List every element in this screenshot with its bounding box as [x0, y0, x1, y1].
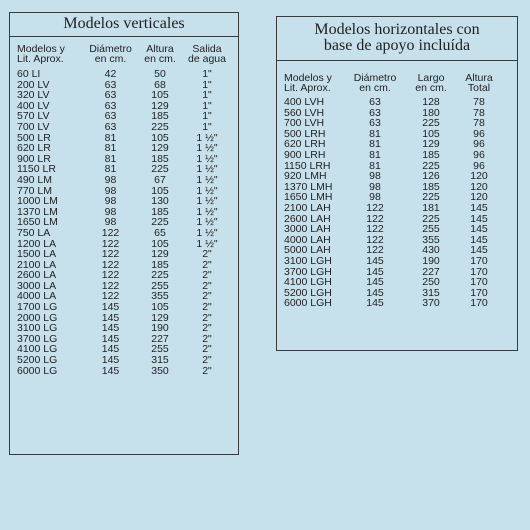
- cell-diameter: 98: [369, 180, 381, 193]
- vertical-table-body: [10, 69, 238, 376]
- cell-diameter: 145: [101, 311, 120, 324]
- cell-length: 225: [422, 191, 440, 204]
- cell-model: 3100 LG: [17, 322, 58, 335]
- cell-height: 185: [151, 110, 169, 123]
- cell-total-height: 170: [470, 286, 488, 299]
- cell-diameter: 122: [101, 269, 120, 282]
- cell-length: 128: [422, 96, 440, 108]
- cell-total-height: 170: [470, 265, 488, 278]
- table-row: [17, 69, 238, 80]
- cell-model: 400 LV: [17, 99, 50, 112]
- cell-length: 250: [422, 276, 440, 289]
- cell-model: 1650 LM: [17, 216, 58, 229]
- horizontal-table-title: [277, 17, 517, 61]
- cell-diameter: 98: [104, 216, 117, 229]
- cell-height: 105: [151, 237, 169, 250]
- cell-water-outlet: 2": [202, 311, 212, 324]
- cell-diameter: 42: [104, 68, 117, 80]
- cell-height: 130: [151, 195, 169, 208]
- cell-model: 570 LV: [17, 110, 50, 123]
- cell-total-height: 145: [470, 212, 488, 225]
- cell-height: 315: [151, 354, 169, 367]
- cell-diameter: 63: [369, 106, 381, 119]
- cell-model: 500 LR: [17, 131, 51, 144]
- cell-diameter: 63: [104, 89, 117, 102]
- cell-height: 225: [151, 120, 169, 133]
- header-diameter: Diámetro en cm.: [353, 72, 397, 94]
- cell-water-outlet: 1 ½": [196, 216, 218, 229]
- cell-water-outlet: 1 ½": [196, 195, 218, 208]
- cell-model: 560 LVH: [284, 106, 325, 119]
- cell-model: 1700 LG: [17, 301, 58, 314]
- cell-model: 770 LM: [17, 184, 53, 197]
- cell-model: 4100 LG: [17, 343, 58, 356]
- table-row: [17, 122, 238, 133]
- header-length: Largo en cm.: [415, 72, 447, 94]
- horizontal-table-body: [277, 97, 517, 309]
- cell-model: 2600 LA: [17, 269, 57, 282]
- cell-diameter: 122: [101, 279, 120, 292]
- cell-diameter: 122: [366, 201, 384, 214]
- cell-diameter: 145: [366, 265, 384, 278]
- cell-diameter: 98: [104, 195, 117, 208]
- cell-diameter: 122: [101, 290, 120, 303]
- cell-model: 2100 LAH: [284, 201, 331, 214]
- cell-model: 3700 LGH: [284, 265, 332, 278]
- cell-total-height: 96: [473, 138, 485, 151]
- cell-length: 227: [422, 265, 440, 278]
- cell-diameter: 145: [101, 343, 120, 356]
- cell-height: 355: [151, 290, 169, 303]
- cell-height: 227: [151, 332, 169, 345]
- cell-total-height: 145: [470, 244, 488, 257]
- cell-height: 190: [151, 322, 169, 335]
- header-diameter: Diámetro en cm.: [89, 43, 132, 65]
- cell-length: 105: [422, 127, 440, 140]
- cell-model: 6000 LG: [17, 364, 58, 377]
- cell-diameter: 145: [101, 364, 120, 377]
- cell-model: 5200 LG: [17, 354, 58, 367]
- cell-water-outlet: 1 ½": [196, 152, 218, 165]
- cell-model: 320 LV: [17, 89, 50, 102]
- cell-diameter: 63: [104, 110, 117, 123]
- cell-water-outlet: 1": [202, 110, 212, 123]
- cell-model: 1150 LR: [17, 163, 56, 176]
- cell-water-outlet: 1 ½": [196, 173, 218, 186]
- cell-water-outlet: 1": [202, 68, 212, 80]
- cell-height: 225: [151, 269, 169, 282]
- cell-model: 3700 LG: [17, 332, 58, 345]
- header-model: Modelos y Lit. Aprox.: [17, 43, 65, 65]
- cell-model: 3000 LA: [17, 279, 57, 292]
- cell-height: 185: [151, 152, 169, 165]
- cell-total-height: 145: [470, 201, 488, 214]
- cell-height: 105: [151, 131, 169, 144]
- cell-water-outlet: 1": [202, 78, 212, 91]
- cell-model: 60 LI: [17, 68, 41, 80]
- cell-water-outlet: 2": [202, 301, 212, 314]
- cell-total-height: 120: [470, 170, 488, 183]
- cell-diameter: 81: [369, 127, 381, 140]
- cell-water-outlet: 1": [202, 89, 212, 102]
- cell-model: 900 LRH: [284, 148, 326, 161]
- cell-height: 255: [151, 279, 169, 292]
- cell-total-height: 78: [473, 106, 485, 119]
- cell-diameter: 81: [104, 131, 117, 144]
- cell-water-outlet: 2": [202, 258, 212, 271]
- cell-water-outlet: 2": [202, 248, 212, 261]
- cell-diameter: 81: [104, 163, 117, 176]
- cell-water-outlet: 1 ½": [196, 184, 218, 197]
- table-row: [17, 228, 238, 239]
- cell-model: 1150 LRH: [284, 159, 331, 172]
- cell-diameter: 81: [104, 152, 117, 165]
- cell-diameter: 145: [366, 286, 384, 299]
- cell-length: 225: [422, 117, 440, 130]
- cell-length: 129: [422, 138, 440, 151]
- cell-model: 920 LMH: [284, 170, 327, 183]
- cell-height: 129: [151, 142, 169, 155]
- cell-model: 1370 LMH: [284, 180, 333, 193]
- cell-diameter: 145: [366, 276, 384, 289]
- table-row: [17, 366, 238, 377]
- cell-diameter: 145: [101, 354, 120, 367]
- horizontal-title-line: Modelos horizontales con base de apoyo incluída: [314, 21, 480, 54]
- cell-length: 430: [422, 244, 440, 257]
- cell-diameter: 122: [366, 233, 384, 246]
- vertical-models-table: [9, 12, 239, 455]
- cell-diameter: 122: [101, 237, 120, 250]
- cell-length: 370: [422, 297, 440, 310]
- table-row: [284, 298, 517, 309]
- cell-model: 3100 LGH: [284, 254, 332, 267]
- cell-model: 2000 LG: [17, 311, 58, 324]
- cell-diameter: 81: [369, 159, 381, 172]
- cell-diameter: 145: [101, 301, 120, 314]
- cell-total-height: 170: [470, 297, 488, 310]
- cell-water-outlet: 1": [202, 99, 212, 112]
- cell-total-height: 78: [473, 117, 485, 130]
- cell-water-outlet: 2": [202, 269, 212, 282]
- cell-diameter: 63: [104, 99, 117, 112]
- vertical-table-header: [10, 37, 238, 69]
- cell-height: 129: [151, 99, 169, 112]
- cell-diameter: 98: [104, 184, 117, 197]
- cell-diameter: 98: [369, 170, 381, 183]
- cell-diameter: 145: [366, 297, 384, 310]
- cell-length: 185: [422, 148, 440, 161]
- cell-length: 355: [422, 233, 440, 246]
- cell-diameter: 63: [369, 96, 381, 108]
- cell-length: 181: [422, 201, 440, 214]
- cell-height: 225: [151, 163, 169, 176]
- cell-total-height: 96: [473, 127, 485, 140]
- header-water-outlet: Salida de agua: [188, 43, 226, 65]
- cell-water-outlet: 2": [202, 364, 212, 377]
- cell-diameter: 145: [101, 322, 120, 335]
- cell-model: 500 LRH: [284, 127, 326, 140]
- cell-length: 190: [422, 254, 440, 267]
- cell-water-outlet: 1 ½": [196, 226, 218, 239]
- cell-water-outlet: 1 ½": [196, 163, 218, 176]
- cell-diameter: 122: [101, 248, 120, 261]
- table-row: [284, 97, 517, 108]
- cell-model: 1370 LM: [17, 205, 58, 218]
- cell-water-outlet: 2": [202, 343, 212, 356]
- cell-water-outlet: 1 ½": [196, 131, 218, 144]
- cell-total-height: 78: [473, 96, 485, 108]
- cell-height: 105: [151, 89, 169, 102]
- cell-model: 200 LV: [17, 78, 50, 91]
- table-row: [17, 175, 238, 186]
- cell-water-outlet: 1 ½": [196, 237, 218, 250]
- cell-diameter: 98: [104, 205, 117, 218]
- cell-model: 620 LR: [17, 142, 51, 155]
- cell-diameter: 122: [366, 212, 384, 225]
- cell-height: 65: [154, 226, 166, 239]
- cell-diameter: 98: [104, 173, 117, 186]
- cell-height: 225: [151, 216, 169, 229]
- cell-total-height: 96: [473, 159, 485, 172]
- cell-total-height: 170: [470, 254, 488, 267]
- cell-diameter: 145: [366, 254, 384, 267]
- cell-height: 67: [154, 173, 166, 186]
- table-row: [284, 150, 517, 161]
- cell-model: 620 LRH: [284, 138, 326, 151]
- cell-length: 180: [422, 106, 440, 119]
- cell-model: 4000 LAH: [284, 233, 331, 246]
- cell-length: 225: [422, 159, 440, 172]
- cell-model: 1650 LMH: [284, 191, 333, 204]
- horizontal-models-table: [276, 16, 518, 351]
- cell-model: 3000 LAH: [284, 223, 331, 236]
- cell-total-height: 120: [470, 191, 488, 204]
- cell-diameter: 81: [369, 138, 381, 151]
- cell-model: 1000 LM: [17, 195, 58, 208]
- horizontal-table-header: [277, 61, 517, 97]
- cell-water-outlet: 2": [202, 322, 212, 335]
- table-row: [284, 256, 517, 267]
- cell-total-height: 145: [470, 233, 488, 246]
- cell-height: 255: [151, 343, 169, 356]
- cell-length: 126: [422, 170, 440, 183]
- cell-length: 315: [422, 286, 440, 299]
- cell-height: 350: [151, 364, 169, 377]
- cell-total-height: 145: [470, 223, 488, 236]
- cell-water-outlet: 2": [202, 279, 212, 292]
- cell-model: 900 LR: [17, 152, 51, 165]
- cell-total-height: 170: [470, 276, 488, 289]
- cell-length: 225: [422, 212, 440, 225]
- cell-length: 255: [422, 223, 440, 236]
- cell-model: 700 LV: [17, 120, 50, 133]
- cell-diameter: 81: [369, 148, 381, 161]
- cell-height: 68: [154, 78, 166, 91]
- cell-water-outlet: 1 ½": [196, 205, 218, 218]
- cell-model: 490 LM: [17, 173, 53, 186]
- cell-total-height: 96: [473, 148, 485, 161]
- cell-model: 4100 LGH: [284, 276, 332, 289]
- cell-height: 129: [151, 311, 169, 324]
- cell-total-height: 120: [470, 180, 488, 193]
- cell-model: 700 LVH: [284, 117, 325, 130]
- cell-model: 2600 LAH: [284, 212, 331, 225]
- table-row: [284, 203, 517, 214]
- cell-height: 129: [151, 248, 169, 261]
- cell-diameter: 63: [104, 120, 117, 133]
- cell-diameter: 122: [366, 244, 384, 257]
- cell-diameter: 98: [369, 191, 381, 204]
- cell-water-outlet: 2": [202, 332, 212, 345]
- cell-height: 50: [154, 68, 166, 80]
- cell-water-outlet: 1 ½": [196, 142, 218, 155]
- cell-height: 185: [151, 258, 169, 271]
- cell-diameter: 122: [101, 258, 120, 271]
- cell-water-outlet: 2": [202, 354, 212, 367]
- header-height: Altura en cm.: [144, 43, 176, 65]
- cell-model: 1500 LA: [17, 248, 57, 261]
- cell-model: 1200 LA: [17, 237, 57, 250]
- cell-diameter: 81: [104, 142, 117, 155]
- header-model: Modelos y Lit. Aprox.: [284, 72, 332, 94]
- vertical-table-title: Modelos verticales: [10, 13, 238, 37]
- cell-diameter: 63: [104, 78, 117, 91]
- cell-diameter: 145: [101, 332, 120, 345]
- cell-height: 105: [151, 184, 169, 197]
- cell-diameter: 122: [101, 226, 120, 239]
- cell-diameter: 122: [366, 223, 384, 236]
- cell-diameter: 63: [369, 117, 381, 130]
- cell-length: 185: [422, 180, 440, 193]
- cell-height: 105: [151, 301, 169, 314]
- cell-height: 185: [151, 205, 169, 218]
- cell-model: 400 LVH: [284, 96, 325, 108]
- cell-water-outlet: 1": [202, 120, 212, 133]
- cell-water-outlet: 2": [202, 290, 212, 303]
- cell-model: 5000 LAH: [284, 244, 331, 257]
- header-total-height: Altura Total: [465, 72, 493, 94]
- cell-model: 5200 LGH: [284, 286, 332, 299]
- cell-model: 2100 LA: [17, 258, 57, 271]
- cell-model: 6000 LGH: [284, 297, 332, 310]
- cell-model: 750 LA: [17, 226, 51, 239]
- cell-model: 4000 LA: [17, 290, 57, 303]
